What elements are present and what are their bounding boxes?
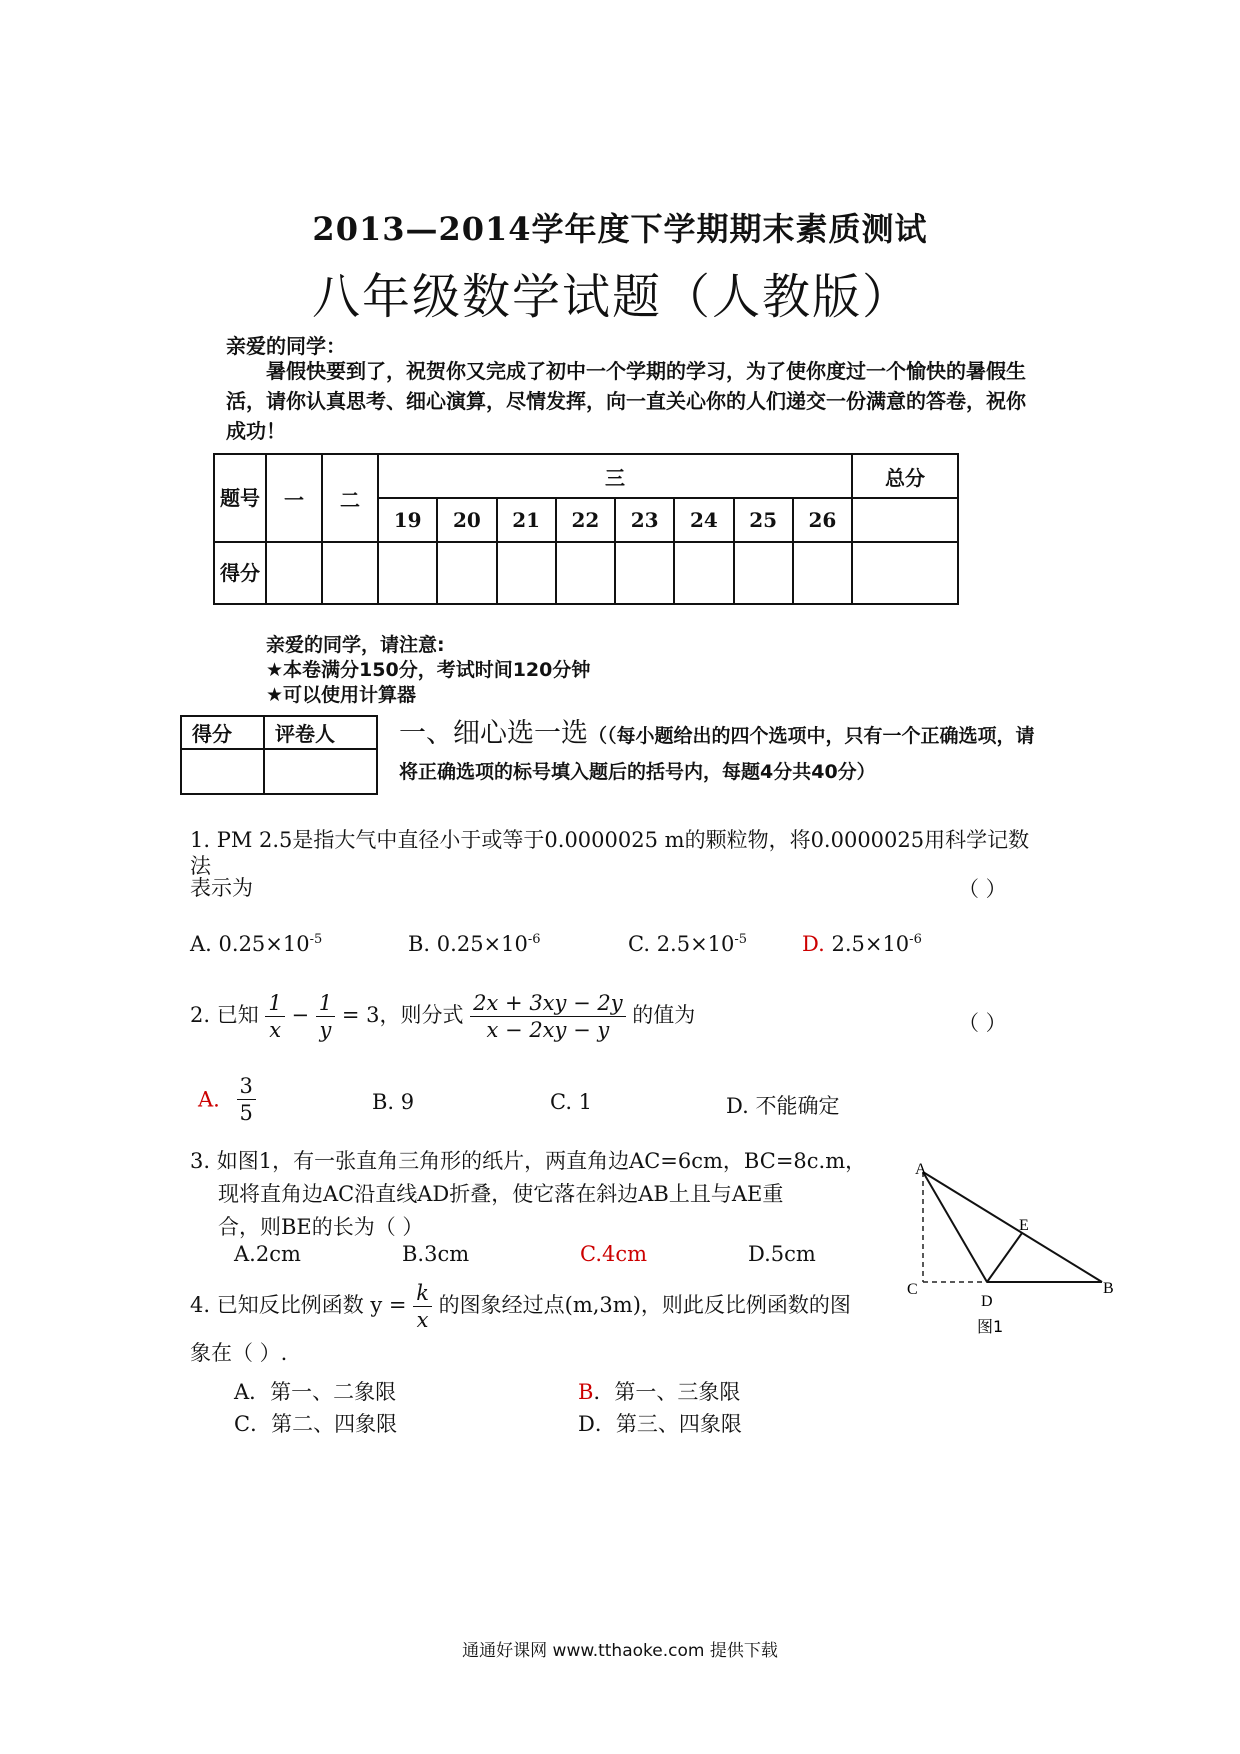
col-part-2: 二 [322, 454, 378, 542]
question-4-option-b [578, 1376, 740, 1406]
subcol-24: 24 [674, 498, 733, 542]
question-2-option-b: B. 9 [372, 1090, 415, 1114]
figure-1-triangle [895, 1160, 1135, 1340]
question-4-option-c: C．第二、四象限 [234, 1412, 398, 1436]
point-d-label: D [981, 1293, 993, 1310]
question-1-option-b: B. $0.25\times 10^{-6}$ [408, 932, 541, 956]
grader-name-label: 评卷人 [264, 716, 377, 749]
page-footer: 通通好课网 www.tthaoke.com 提供下载 [462, 1641, 778, 1661]
fraction-expression: $\frac{2x + 3xy - 2y}{x - 2xy - y}$ [470, 990, 625, 1043]
col-part-3: 三 [378, 454, 852, 498]
point-a-label: A [915, 1161, 927, 1178]
subcol-25: 25 [734, 498, 793, 542]
score-cell [556, 542, 615, 604]
question-2-answer-paren: （ ） [958, 1011, 1007, 1035]
col-total: 总分 [852, 454, 958, 498]
total-blank [852, 498, 958, 542]
score-cell [378, 542, 437, 604]
point-e-label: E [1019, 1217, 1029, 1234]
section-1-header [399, 716, 1039, 790]
subcol-21: 21 [497, 498, 556, 542]
question-1-option-d: D. $2.5\times 10^{-6}$ [802, 932, 922, 956]
question-4-line-2: 象在（ ）. [190, 1341, 288, 1365]
question-3-option-b: B.3cm [402, 1242, 470, 1266]
score-cell [793, 542, 852, 604]
score-cell [852, 542, 958, 604]
greeting-body: 暑假快要到了，祝贺你又完成了初中一个学期的学习，为了使你度过一个愉快的暑假生活，请你认真思考、细心演算，尽情发挥，向一直关心你的人们递交一份满意的答卷，祝你成功！ [226, 359, 1026, 443]
question-3-option-d: D.5cm [748, 1242, 816, 1266]
grader-score-cell [181, 749, 264, 794]
question-4-option-b-letter: B [578, 1380, 594, 1404]
notice-block [266, 633, 590, 708]
score-cell [615, 542, 674, 604]
point-b-label: B [1103, 1280, 1114, 1297]
fraction-1-over-y: $\frac{1}{y}$ [316, 990, 335, 1043]
question-2-option-a: A. $\frac{3}{5}$ [198, 1073, 256, 1126]
section-1-instruction: （（每小题给出的四个选项中，只有一个正确选项，请将正确选项的标号填入题后的括号内，每题4分共40分） [399, 725, 1035, 783]
notice-line-2: ★可以使用计算器 [266, 684, 417, 706]
subcol-22: 22 [556, 498, 615, 542]
grader-name-cell [264, 749, 377, 794]
question-4-option-b-text: ．第一、三象限 [593, 1380, 741, 1404]
question-4-option-a: A．第一、二象限 [234, 1380, 397, 1404]
grader-score-label: 得分 [181, 716, 264, 749]
subcol-19: 19 [378, 498, 437, 542]
score-cell [734, 542, 793, 604]
question-1-line-2: 表示为 [190, 876, 253, 900]
question-4-option-d: D．第三、四象限 [578, 1412, 742, 1436]
score-cell [266, 542, 322, 604]
score-table [213, 453, 959, 605]
exam-title: 2013—2014学年度下学期期末素质测试 [312, 210, 928, 248]
score-cell [437, 542, 496, 604]
subcol-20: 20 [437, 498, 496, 542]
notice-line-1: ★本卷满分150分，考试时间120分钟 [266, 659, 591, 681]
score-cell [497, 542, 556, 604]
question-4-stem: 4. 已知反比例函数 y = $\frac{k}{x}$ 的图象经过点(m,3m)，则此反比例函数的图 [190, 1281, 851, 1332]
greeting-salutation: 亲爱的同学： [226, 334, 346, 358]
fraction-1-over-x: $\frac{1}{x}$ [265, 990, 284, 1043]
row-label-score: 得分 [214, 542, 266, 604]
question-2-stem: 2. 已知 $\frac{1}{x}$ − $\frac{1}{y}$ = 3，则分式 $\frac{2x + 3xy - 2y}{x - 2xy - y}$ 的值为 [190, 991, 696, 1042]
row-label-question: 题号 [214, 454, 266, 542]
score-cell [322, 542, 378, 604]
question-1-line-1: 1. PM 2.5是指大气中直径小于或等于0.0000025 m的颗粒物，将0.0000025用科学记数法 [190, 828, 1030, 878]
fraction-k-over-x: $\frac{k}{x}$ [413, 1280, 432, 1333]
exam-subtitle: 八年级数学试题（人教版） [312, 269, 913, 325]
subcol-23: 23 [615, 498, 674, 542]
question-2-option-c: C. 1 [550, 1090, 593, 1114]
section-1-title: 一、细心选一选 [399, 718, 588, 749]
notice-heading: 亲爱的同学，请注意: [266, 634, 445, 656]
grader-box [180, 715, 378, 795]
question-1-answer-paren: （ ） [958, 877, 1007, 901]
question-1-option-c: C. $2.5\times 10^{-5}$ [628, 932, 748, 956]
subcol-26: 26 [793, 498, 852, 542]
question-2-option-d: D. 不能确定 [726, 1094, 840, 1118]
col-part-1: 一 [266, 454, 322, 542]
question-3-option-a: A.2cm [234, 1242, 301, 1266]
figure-caption: 图1 [977, 1317, 1004, 1336]
point-c-label: C [907, 1281, 918, 1298]
question-3-option-c: C.4cm [580, 1242, 648, 1266]
question-3-stem: 3. 如图1，有一张直角三角形的纸片，两直角边AC=6cm，BC=8c.m， 现将直角边AC沿直线AD折叠，使它落在斜边AB上且与AE重 合，则BE的长为（ ） [190, 1149, 867, 1239]
score-cell [674, 542, 733, 604]
question-1-option-a: A. $0.25\times 10^{-5}$ [190, 932, 323, 956]
